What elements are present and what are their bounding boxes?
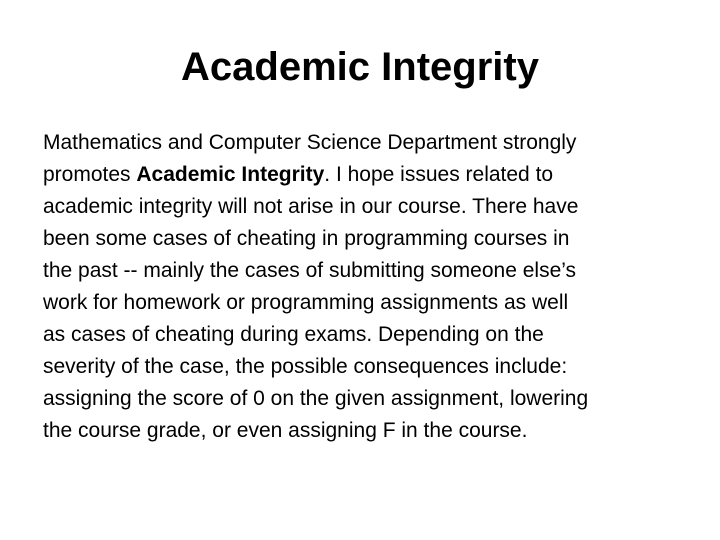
body-line-9: assigning the score of 0 on the given assignment, lowering [43, 387, 589, 410]
body-line-2-prefix: promotes [43, 163, 137, 186]
body-line-1: Mathematics and Computer Science Department strongly [43, 131, 577, 154]
body-line-3: academic integrity will not arise in our course. There have [43, 195, 579, 218]
body-line-4: been some cases of cheating in programming courses in [43, 227, 570, 250]
body-line-10: the course grade, or even assigning F in the course. [43, 419, 528, 442]
emphasized-phrase: Academic Integrity [136, 163, 325, 186]
body-line-2-suffix: . I hope issues related to [324, 163, 554, 186]
slide-body [43, 127, 683, 447]
slide-title: Academic Integrity [181, 45, 539, 89]
body-line-7: as cases of cheating during exams. Depending on the [43, 323, 544, 346]
body-line-2 [43, 159, 683, 191]
body-line-6: work for homework or programming assignments as well [43, 291, 569, 314]
body-line-5: the past -- mainly the cases of submitting someone else’s [43, 259, 577, 282]
body-line-8: severity of the case, the possible consequences include: [43, 355, 568, 378]
